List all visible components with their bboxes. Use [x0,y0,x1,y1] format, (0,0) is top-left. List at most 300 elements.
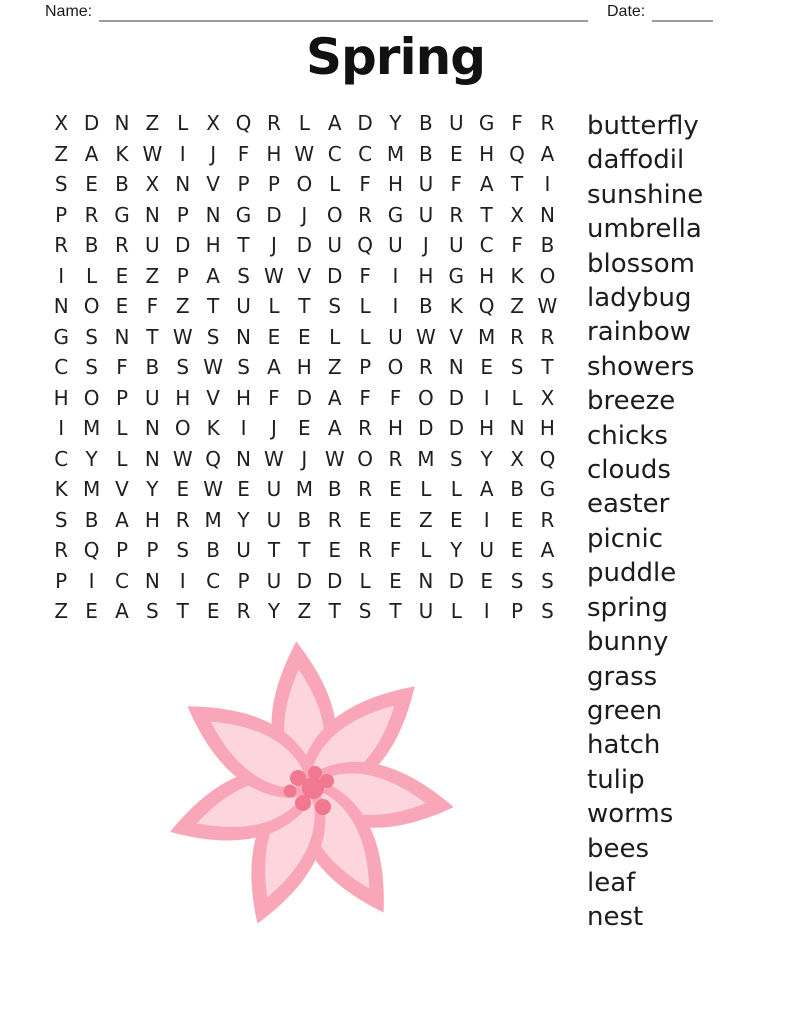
grid-letter: G [478,111,495,136]
grid-letter: O [326,202,343,227]
grid-letter: L [86,263,98,288]
grid-letter: D [327,263,343,288]
grid-letter: D [448,568,464,593]
grid-letter: H [144,507,160,532]
grid-letter: S [176,355,190,380]
grid-letter: S [237,355,250,380]
grid-letter: T [510,172,524,197]
name-blank-line[interactable] [99,2,588,22]
grid-letter: E [389,568,402,593]
grid-letter: P [237,568,250,593]
grid-letter: E [510,507,524,532]
grid-letter: L [450,599,462,624]
grid-letter: I [392,294,399,319]
grid-letter: M [82,477,101,502]
grid-letter: Z [54,599,69,624]
grid-letter: R [540,324,555,349]
grid-letter: G [448,263,465,288]
word-list-item: bees [587,833,650,864]
grid-letter: U [448,233,464,258]
grid-letter: O [539,263,556,288]
grid-letter: P [115,385,128,410]
grid-letter: E [510,538,524,563]
grid-letter: J [270,416,277,441]
grid-letter: Y [237,507,250,532]
flower-illustration [163,641,455,933]
grid-letter: Y [267,599,281,624]
grid-letter: O [83,294,100,319]
grid-letter: L [450,477,462,502]
grid-letter: I [240,416,247,441]
grid-letter: P [176,202,189,227]
grid-letter: U [327,233,343,258]
grid-letter: Z [419,507,433,532]
grid-letter: P [55,202,68,227]
grid-letter: H [387,416,404,441]
grid-letter: W [537,294,558,319]
grid-letter: N [114,111,130,136]
grid-letter: F [237,141,250,166]
grid-letter: N [236,446,252,471]
grid-letter: W [294,141,315,166]
grid-letter: U [266,507,282,532]
grid-letter: U [388,233,403,258]
grid-letter: T [237,233,250,258]
grid-letter: C [479,233,494,258]
grid-letter: E [358,507,372,532]
grid-letter: F [359,172,371,197]
grid-letter: N [509,416,525,441]
grid-letter: E [115,263,129,288]
grid-letter: B [419,111,433,136]
grid-letter: P [115,538,128,563]
grid-letter: M [295,477,313,502]
grid-letter: S [146,599,159,624]
grid-letter: P [237,172,250,197]
grid-letter: A [327,416,342,441]
grid-letter: N [53,294,69,319]
grid-letter: W [172,446,193,471]
grid-letter: O [83,385,100,410]
grid-letter: Z [145,263,160,288]
grid-letter: E [85,172,98,197]
grid-letter: R [236,599,251,624]
grid-letter: P [146,538,159,563]
grid-letter: E [480,568,493,593]
date-blank-line[interactable] [652,2,713,22]
grid-letter: T [207,294,220,319]
grid-letter: Q [235,111,252,136]
grid-letter: L [329,172,341,197]
grid-letter: L [298,111,310,136]
grid-letter: U [145,233,160,258]
grid-letter: U [418,202,434,227]
grid-letter: I [58,416,65,441]
grid-letter: P [511,599,524,624]
grid-letter: M [478,324,496,349]
grid-letter: R [388,446,403,471]
grid-letter: L [329,324,341,349]
grid-letter: X [54,111,69,136]
word-list-item: bunny [587,627,669,658]
grid-letter: M [82,416,101,441]
word-list-item: tulip [587,764,645,795]
word-list-item: worms [587,799,674,830]
grid-letter: O [174,416,191,441]
grid-letter: D [357,111,373,136]
grid-letter: V [449,324,464,349]
grid-letter: B [327,477,342,502]
grid-letter: N [144,568,160,593]
grid-letter: Y [450,538,463,563]
grid-letter: D [266,202,282,227]
grid-letter: A [84,141,99,166]
grid-letter: E [328,538,342,563]
grid-letter: H [53,385,69,410]
grid-letter: S [237,263,250,288]
grid-letter: S [54,172,68,197]
grid-letter: X [510,202,524,227]
grid-letter: B [84,233,99,258]
grid-letter: X [510,446,524,471]
grid-letter: N [236,324,252,349]
grid-letter: R [510,324,524,349]
grid-letter: G [539,477,556,502]
grid-letter: Z [175,294,190,319]
grid-letter: G [387,202,404,227]
word-list-item: nest [587,902,644,933]
grid-letter: O [296,172,313,197]
page-title: Spring [306,28,485,86]
grid-letter: Z [54,141,69,166]
grid-letter: Y [85,446,98,471]
grid-letter: L [177,111,189,136]
grid-letter: F [359,263,371,288]
grid-letter: D [83,111,100,136]
grid-letter: I [179,141,186,166]
grid-letter: G [114,202,130,227]
grid-letter: H [205,233,221,258]
grid-letter: E [449,141,463,166]
grid-letter: F [116,355,128,380]
grid-letter: H [479,416,495,441]
grid-letter: N [114,324,130,349]
grid-letter: D [327,568,343,593]
grid-letter: R [175,507,190,532]
grid-letter: C [54,446,69,471]
grid-letter: Z [297,599,312,624]
grid-letter: C [54,355,69,380]
grid-letter: T [298,294,311,319]
grid-letter: T [541,355,554,380]
word-list-item: ladybug [587,283,692,314]
grid-letter: M [204,507,222,532]
grid-letter: L [359,568,371,593]
grid-letter: T [267,538,281,563]
grid-letter: Y [146,477,159,502]
grid-letter: L [268,294,280,319]
word-list-item: leaf [587,867,636,898]
grid-letter: H [479,141,495,166]
grid-letter: Z [145,111,160,136]
grid-letter: G [235,202,252,227]
grid-letter: U [266,568,282,593]
grid-letter: D [296,568,313,593]
grid-letter: R [266,111,281,136]
grid-letter: F [389,385,402,410]
grid-letter: Y [389,111,402,136]
grid-letter: P [176,263,189,288]
grid-letter: N [205,202,221,227]
grid-letter: D [448,416,464,441]
grid-letter: M [386,141,405,166]
grid-letter: R [358,202,373,227]
grid-letter: N [539,202,555,227]
grid-letter: I [483,599,490,624]
grid-letter: I [58,263,65,288]
word-list-item: picnic [587,523,664,554]
grid-letter: Q [509,141,525,166]
grid-letter: A [206,263,220,288]
grid-letter: K [206,416,220,441]
grid-letter: H [175,385,191,410]
word-list-item: butterfly [587,111,699,141]
grid-letter: F [450,172,463,197]
grid-letter: T [480,202,493,227]
grid-letter: E [85,599,98,624]
grid-letter: W [415,324,436,349]
grid-letter: A [327,111,342,136]
grid-letter: Q [478,294,495,319]
grid-letter: A [267,355,281,380]
grid-letter: N [144,446,160,471]
grid-letter: M [417,446,435,471]
grid-letter: U [418,172,434,197]
grid-letter: T [146,324,159,349]
word-list-item: breeze [587,386,676,417]
grid-letter: W [203,355,224,380]
grid-letter: D [448,385,464,410]
grid-letter: R [54,233,69,258]
grid-letter: R [540,507,555,532]
grid-letter: I [392,263,399,288]
grid-letter: Q [357,233,373,258]
grid-letter: Z [510,294,524,319]
grid-letter: C [327,141,342,166]
grid-letter: E [298,324,311,349]
grid-letter: R [54,538,69,563]
grid-letter: N [144,416,160,441]
grid-letter: J [301,446,308,471]
grid-letter: V [297,263,312,288]
grid-letter: A [540,141,555,166]
grid-letter: A [115,599,129,624]
grid-letter: E [206,599,220,624]
grid-letter: Q [539,446,556,471]
grid-letter: R [540,111,555,136]
grid-letter: Y [480,446,493,471]
grid-letter: V [206,172,220,197]
grid-letter: W [324,446,345,471]
grid-letter: K [115,141,129,166]
grid-letter: B [145,355,160,380]
name-label: Name: [45,3,93,20]
grid-letter: I [88,568,95,593]
grid-letter: Q [83,538,100,563]
grid-letter: E [115,294,129,319]
word-list-item: showers [587,351,695,382]
grid-letter: A [540,538,555,563]
grid-letter: O [418,385,434,410]
date-label: Date: [607,3,646,20]
grid-letter: H [539,416,555,441]
grid-letter: W [264,263,284,288]
grid-letter: F [511,111,523,136]
grid-letter: E [267,324,281,349]
grid-letter: T [176,599,189,624]
grid-letter: S [449,446,463,471]
grid-letter: F [389,538,402,563]
grid-letter: K [54,477,68,502]
grid-letter: L [511,385,523,410]
grid-letter: H [296,355,312,380]
grid-letter: B [419,141,433,166]
grid-letter: J [422,233,429,258]
grid-letter: J [270,233,277,258]
grid-letter: E [176,477,190,502]
grid-letter: L [420,538,432,563]
word-list-item: blossom [587,248,695,279]
grid-letter: T [298,538,311,563]
grid-letter: G [53,324,69,349]
grid-letter: S [541,599,554,624]
grid-letter: W [172,324,193,349]
grid-letter: B [510,477,524,502]
grid-letter: S [85,324,98,349]
grid-letter: N [175,172,191,197]
word-list-item: clouds [587,455,671,486]
grid-letter: S [510,568,524,593]
grid-letter: P [359,355,372,380]
grid-letter: H [266,141,282,166]
grid-letter: L [116,446,128,471]
word-list-item: grass [587,661,658,692]
grid-letter: I [544,172,551,197]
grid-letter: B [297,507,312,532]
grid-letter: R [327,507,342,532]
grid-letter: C [206,568,221,593]
grid-letter: I [179,568,186,593]
word-list-item: green [587,695,663,726]
word-list-item: chicks [587,420,668,451]
grid-letter: H [387,172,404,197]
grid-letter: S [206,324,220,349]
grid-letter: U [266,477,282,502]
grid-letter: S [328,294,342,319]
grid-letter: X [540,385,555,410]
grid-letter: K [449,294,463,319]
grid-letter: R [115,233,129,258]
grid-letter: N [144,202,160,227]
grid-letter: R [358,538,373,563]
grid-letter: E [449,507,463,532]
grid-letter: R [418,355,433,380]
grid-letter: E [389,477,402,502]
grid-letter: U [418,599,434,624]
grid-letter: N [418,568,434,593]
grid-letter: I [483,507,490,532]
grid-letter: E [389,507,402,532]
grid-letter: K [510,263,524,288]
grid-letter: O [357,446,373,471]
word-list-item: easter [587,489,670,520]
grid-letter: L [359,294,371,319]
grid-letter: A [479,172,494,197]
grid-letter: S [541,568,554,593]
grid-letter: F [359,385,371,410]
grid-letter: U [448,111,464,136]
grid-letter: U [388,324,403,349]
grid-letter: O [387,355,404,380]
grid-letter: Q [205,446,222,471]
grid-letter: R [449,202,464,227]
grid-letter: A [479,477,494,502]
grid-letter: U [236,538,251,563]
grid-letter: P [55,568,68,593]
grid-letter: Z [327,355,342,380]
word-list [587,109,703,935]
grid-letter: R [84,202,99,227]
grid-letter: E [480,355,493,380]
grid-letter: U [145,385,160,410]
grid-letter: I [483,385,490,410]
word-list-item: hatch [587,730,661,761]
letter-grid [46,108,563,627]
grid-letter: H [236,385,252,410]
grid-letter: R [358,477,373,502]
grid-letter: B [206,538,221,563]
word-list-item: daffodil [587,145,685,176]
grid-letter: S [358,599,372,624]
grid-letter: D [296,385,313,410]
grid-letter: L [420,477,432,502]
grid-letter: B [419,294,433,319]
word-list-item: spring [587,592,668,623]
grid-letter: F [511,233,523,258]
grid-letter: E [298,416,311,441]
grid-letter: S [54,507,68,532]
grid-letter: W [142,141,163,166]
grid-letter: D [418,416,434,441]
word-list-item: sunshine [587,179,704,210]
grid-letter: V [115,477,129,502]
grid-letter: R [358,416,373,441]
word-list-item: umbrella [587,214,702,245]
grid-letter: B [115,172,129,197]
grid-letter: T [389,599,402,624]
grid-letter: D [175,233,191,258]
grid-letter: F [146,294,159,319]
grid-letter: H [418,263,434,288]
grid-letter: U [236,294,251,319]
grid-letter: C [114,568,129,593]
grid-letter: C [358,141,373,166]
word-list-item: rainbow [587,317,691,348]
grid-letter: X [145,172,160,197]
grid-letter: H [479,263,495,288]
grid-letter: W [264,446,284,471]
grid-letter: P [267,172,280,197]
